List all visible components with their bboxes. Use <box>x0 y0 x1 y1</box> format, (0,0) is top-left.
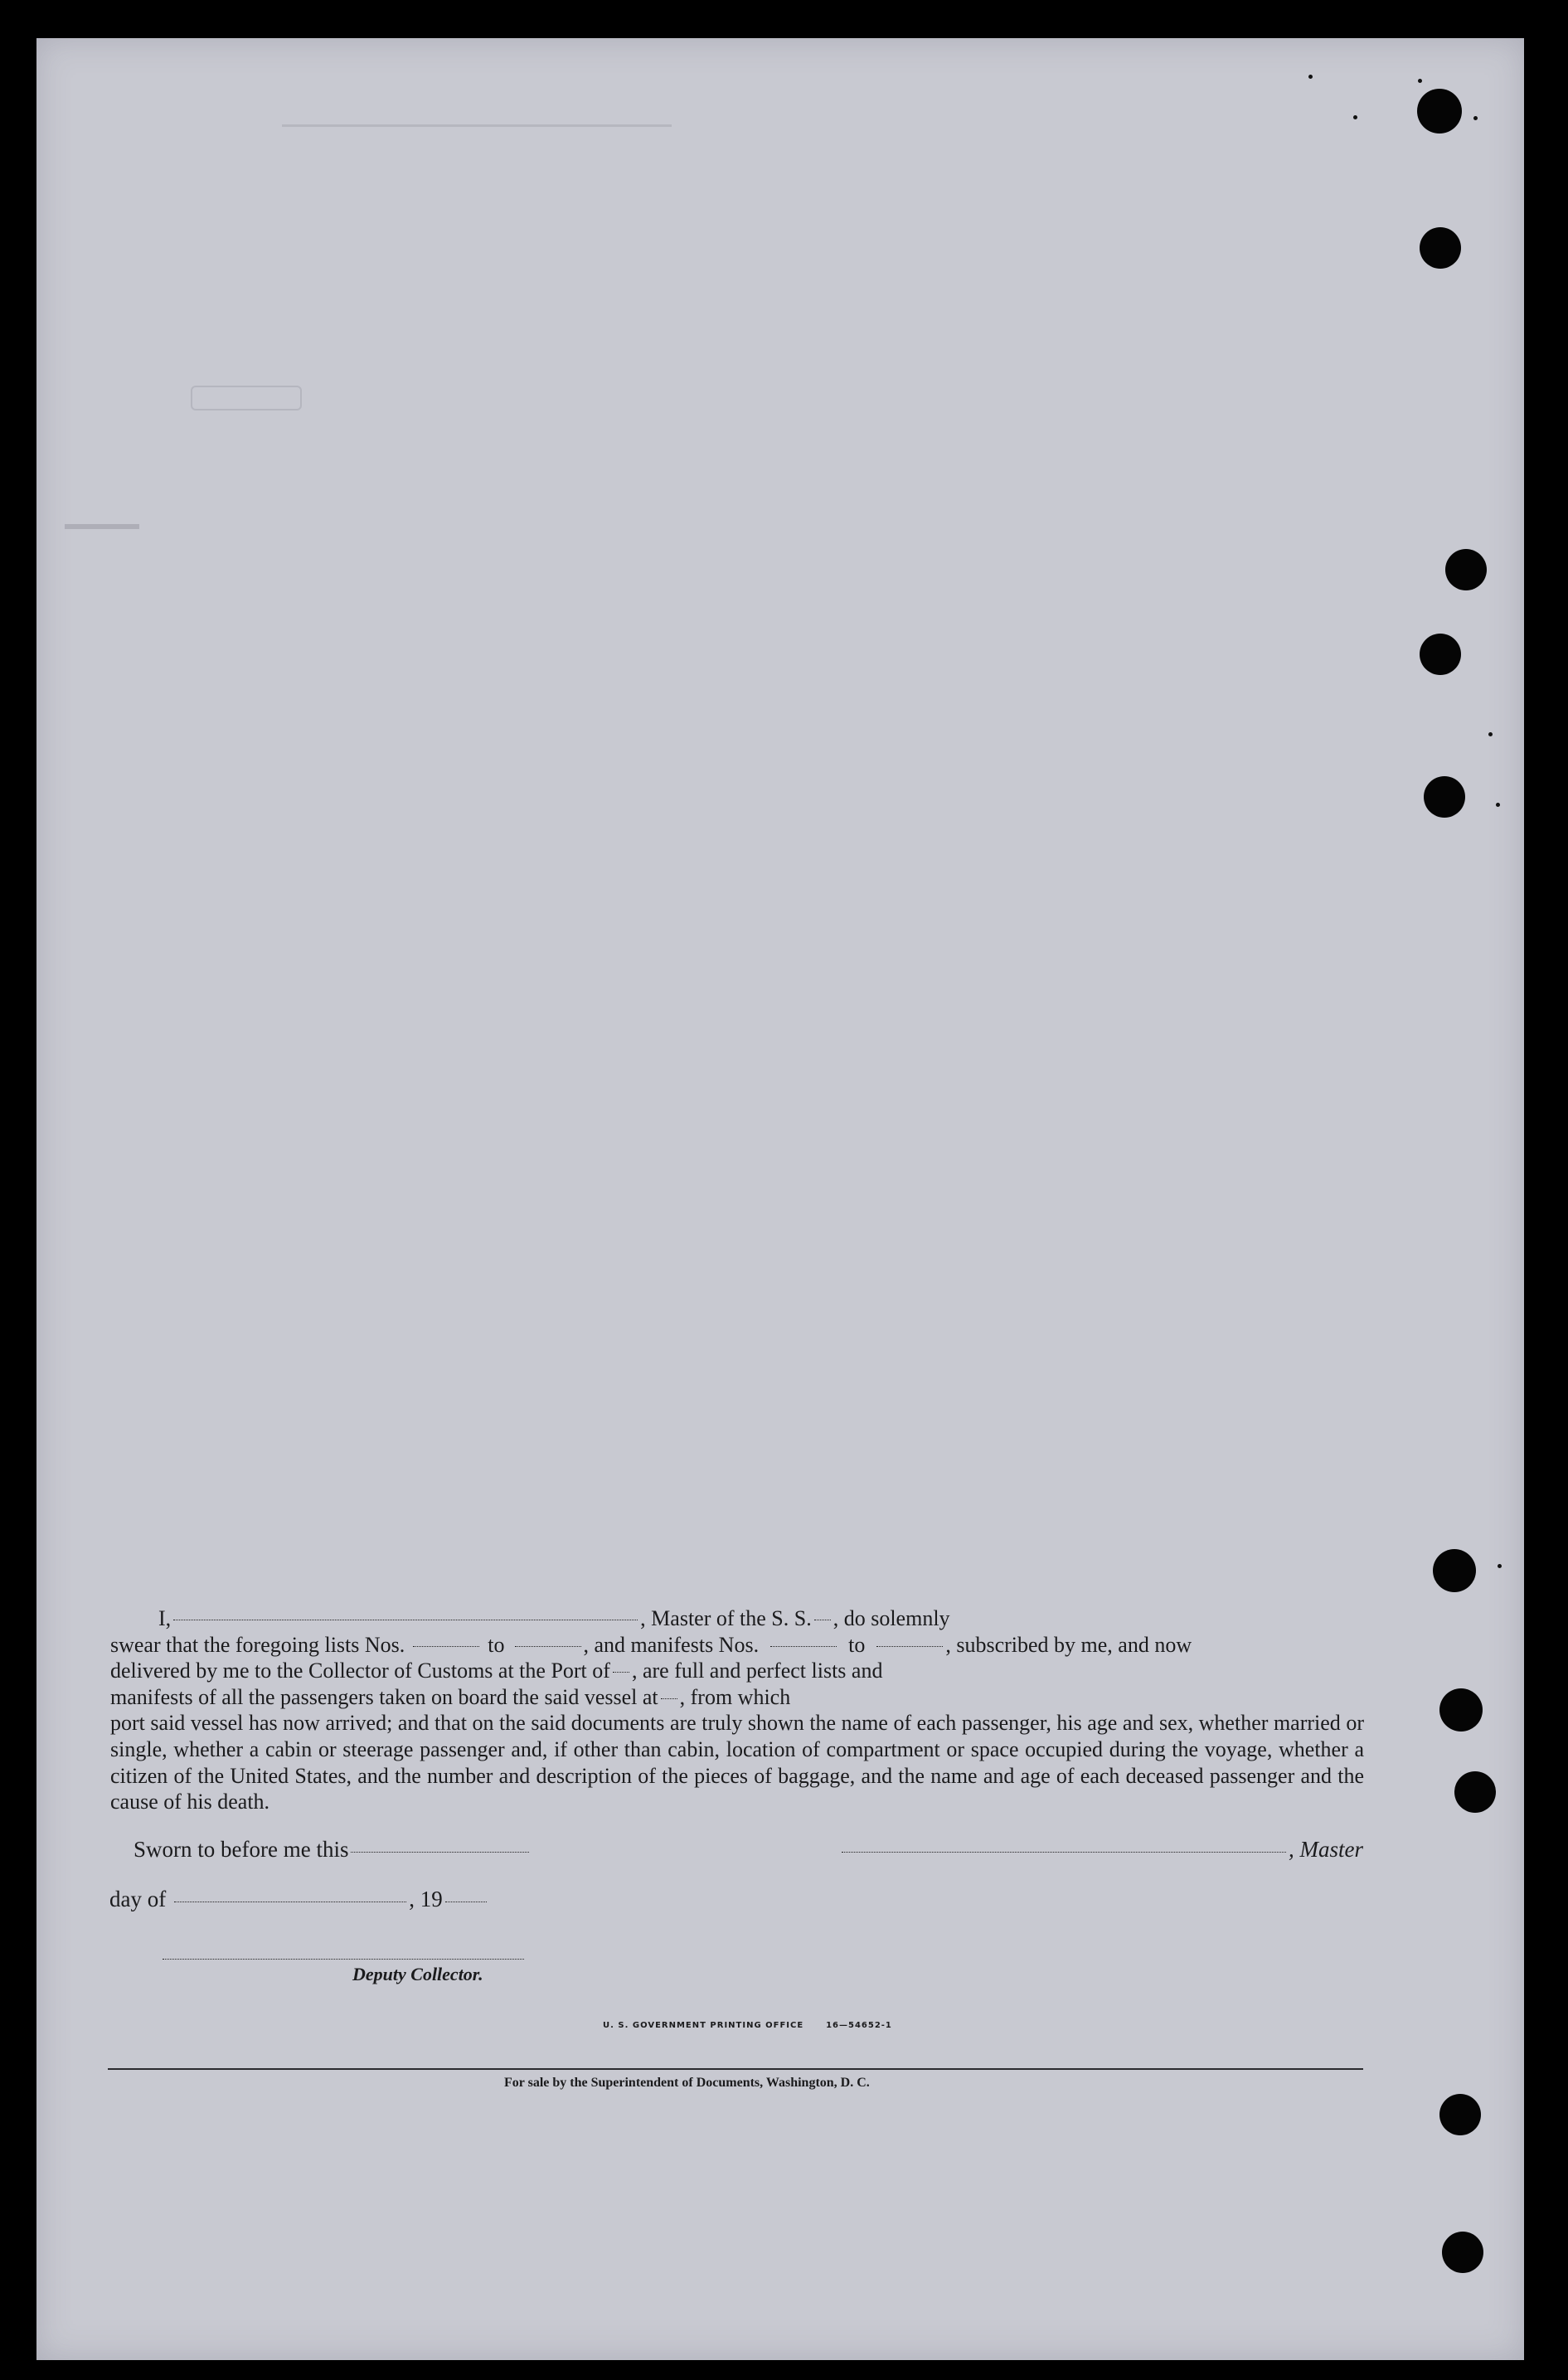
punch-hole <box>1454 1771 1496 1813</box>
punch-hole <box>1417 89 1462 134</box>
oath-line-3 <box>110 1658 1364 1684</box>
year-label: , 19 <box>409 1887 443 1911</box>
departure-port-field[interactable] <box>661 1698 677 1699</box>
oath-text: I, <box>158 1606 172 1630</box>
printing-office-note: U. S. GOVERNMENT PRINTING OFFICE 16—54652-1 <box>603 2021 892 2030</box>
master-signature-line <box>839 1837 1363 1863</box>
oath-text: manifests of all the passengers taken on board the said vessel at <box>110 1684 658 1709</box>
oath-text: , do solemnly <box>833 1606 950 1630</box>
sworn-label: Sworn to before me this <box>133 1837 349 1862</box>
oath-text: swear that the foregoing lists Nos. <box>110 1632 405 1657</box>
for-sale-note: For sale by the Superintendent of Documents, Washington, D. C. <box>504 2076 870 2090</box>
deputy-signature-line[interactable] <box>163 1959 524 1960</box>
oath-text: , Master of the S. S. <box>640 1606 812 1630</box>
punch-hole <box>1420 227 1461 269</box>
dust-speck <box>1418 79 1422 83</box>
bleed-through-mark <box>65 496 139 529</box>
footer-rule <box>108 2068 1363 2070</box>
punch-hole <box>1424 776 1465 818</box>
port-field[interactable] <box>613 1672 629 1673</box>
date-line <box>109 1887 524 1912</box>
master-oath-block <box>110 1605 1364 1815</box>
list-from-field[interactable] <box>413 1646 479 1647</box>
oath-text: , are full and perfect lists and <box>631 1659 883 1683</box>
oath-text: , and manifests Nos. <box>583 1632 760 1657</box>
punch-hole <box>1439 1688 1483 1732</box>
dust-speck <box>1473 116 1478 120</box>
bleed-through-mark <box>191 386 302 410</box>
dust-speck <box>1308 75 1313 79</box>
oath-paragraph: port said vessel has now arrived; and that on the said documents are truly shown the name of each passenger, his age and sex, whether married or single, whether a cabin or steerage passenger and, if other than cabin, location of compartment or space occupied during the voyage, whether a citizen of the United States, and the number and description of the pieces of baggage, and the name and age of each deceased passenger and the cause of his death. <box>110 1711 1364 1814</box>
oath-text: delivered by me to the Collector of Customs at the Port of <box>110 1659 610 1683</box>
punch-hole <box>1433 1549 1476 1592</box>
sworn-day-field[interactable] <box>351 1852 529 1853</box>
day-of-label: day of <box>109 1887 167 1911</box>
punch-hole <box>1439 2094 1481 2135</box>
manifest-from-field[interactable] <box>770 1646 837 1647</box>
punch-hole <box>1420 634 1461 675</box>
manifest-to-field[interactable] <box>876 1646 943 1647</box>
bleed-through-mark <box>282 124 672 160</box>
oath-text: , from which <box>679 1684 791 1709</box>
punch-hole <box>1445 549 1487 590</box>
dust-speck <box>1353 115 1357 119</box>
oath-text: to <box>488 1632 505 1657</box>
oath-line-1 <box>110 1605 1364 1632</box>
oath-text: , subscribed by me, and now <box>945 1632 1192 1657</box>
dust-speck <box>1498 1564 1502 1568</box>
dust-speck <box>1488 732 1493 736</box>
master-signature-field[interactable] <box>842 1852 1286 1853</box>
sworn-line <box>133 1837 532 1863</box>
deputy-collector-label: Deputy Collector. <box>352 1964 483 1984</box>
dust-speck <box>1496 803 1500 807</box>
oath-text: to <box>848 1632 866 1657</box>
oath-line-4 <box>110 1684 1364 1711</box>
punch-hole <box>1442 2232 1483 2273</box>
list-to-field[interactable] <box>515 1646 581 1647</box>
oath-line-2 <box>110 1632 1364 1659</box>
master-label: , Master <box>1289 1837 1363 1862</box>
